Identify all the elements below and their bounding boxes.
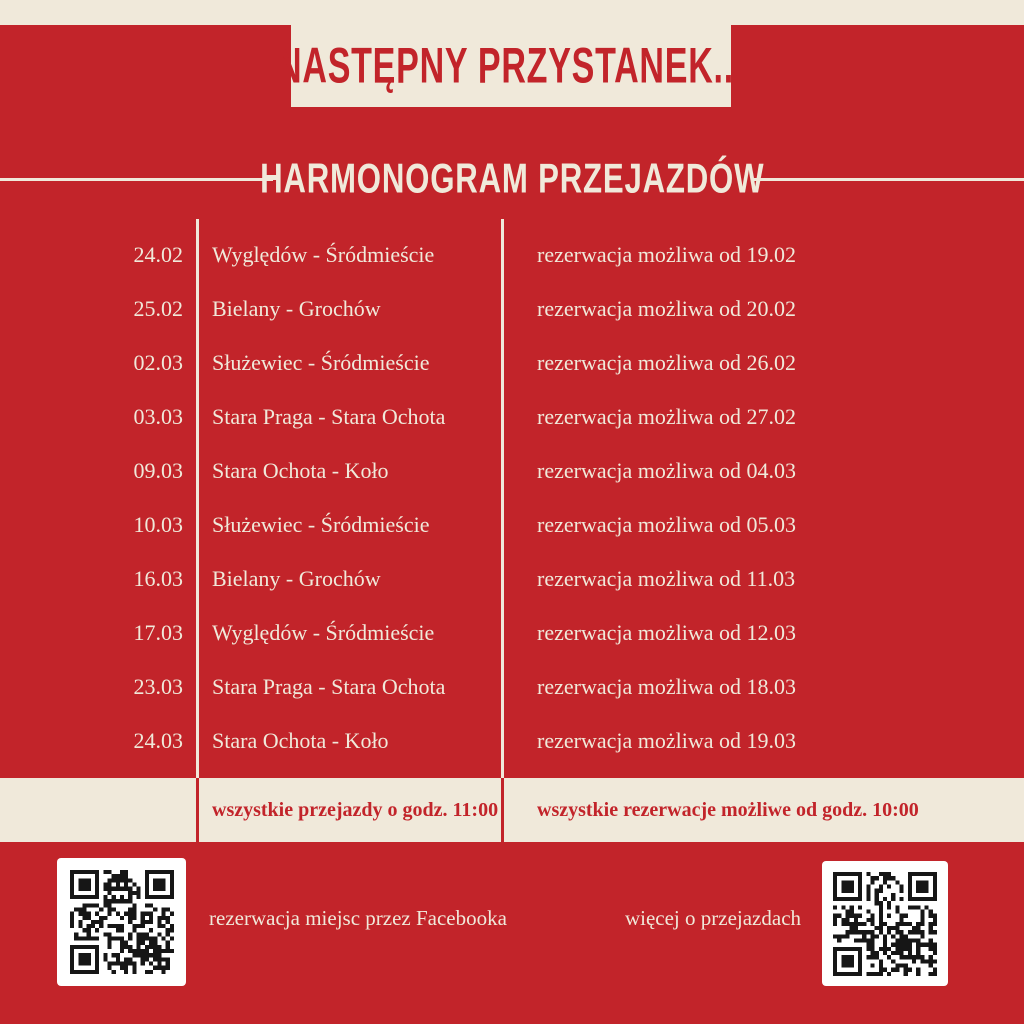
trip-date: 03.03 [133, 404, 183, 429]
trip-route: Stara Ochota - Koło [212, 728, 389, 753]
schedule-table [0, 228, 1024, 768]
trip-date: 09.03 [133, 458, 183, 483]
schedule-row [0, 390, 1024, 444]
band-divider-right [501, 778, 504, 842]
schedule-row [0, 444, 1024, 498]
schedule-row [0, 552, 1024, 606]
trip-route: Stara Praga - Stara Ochota [212, 404, 446, 429]
poster-title: NASTĘPNY PRZYSTANEK... [277, 36, 745, 93]
trip-date: 16.03 [133, 566, 183, 591]
trip-route: Służewiec - Śródmieście [212, 350, 430, 375]
footnote-band [0, 778, 1024, 842]
trip-reservation-info: rezerwacja możliwa od 19.02 [537, 242, 796, 267]
trip-date: 02.03 [133, 350, 183, 375]
trip-route: Wyględów - Śródmieście [212, 242, 435, 267]
schedule-heading [0, 155, 1024, 203]
qr-code-more-info-icon [822, 861, 948, 986]
schedule-row [0, 228, 1024, 282]
schedule-row [0, 282, 1024, 336]
trip-reservation-info: rezerwacja możliwa od 20.02 [537, 296, 796, 321]
trip-route: Służewiec - Śródmieście [212, 512, 430, 537]
trip-reservation-info: rezerwacja możliwa od 05.03 [537, 512, 796, 537]
trip-route: Stara Praga - Stara Ochota [212, 674, 446, 699]
trip-reservation-info: rezerwacja możliwa od 19.03 [537, 728, 796, 753]
qr-code-facebook-icon [57, 858, 186, 986]
trip-reservation-info: rezerwacja możliwa od 04.03 [537, 458, 796, 483]
trip-route: Wyględów - Śródmieście [212, 620, 435, 645]
schedule-row [0, 660, 1024, 714]
trip-date: 24.02 [133, 242, 183, 267]
trip-date: 17.03 [133, 620, 183, 645]
band-divider-left [196, 778, 199, 842]
trip-reservation-info: rezerwacja możliwa od 26.02 [537, 350, 796, 375]
trip-route: Bielany - Grochów [212, 566, 381, 591]
trip-reservation-info: rezerwacja możliwa od 27.02 [537, 404, 796, 429]
trip-reservation-info: rezerwacja możliwa od 11.03 [537, 566, 796, 591]
schedule-row [0, 336, 1024, 390]
trip-date: 25.02 [133, 296, 183, 321]
trip-reservation-info: rezerwacja możliwa od 12.03 [537, 620, 796, 645]
title-banner [277, 0, 745, 107]
qr-label-more-info: więcej o przejazdach [624, 906, 802, 930]
trip-date: 10.03 [133, 512, 183, 537]
footnote-departure-time: wszystkie przejazdy o godz. 11:00 [212, 799, 499, 821]
schedule-row [0, 606, 1024, 660]
trip-date: 24.03 [133, 728, 183, 753]
trip-route: Stara Ochota - Koło [212, 458, 389, 483]
trip-route: Bielany - Grochów [212, 296, 381, 321]
schedule-row [0, 498, 1024, 552]
schedule-row [0, 714, 1024, 768]
trip-reservation-info: rezerwacja możliwa od 18.03 [537, 674, 796, 699]
trip-date: 23.03 [133, 674, 183, 699]
footnote-reservation-time: wszystkie rezerwacje możliwe od godz. 10:00 [537, 799, 919, 821]
schedule-heading-text: HARMONOGRAM PRZEJAZDÓW [259, 155, 765, 203]
qr-label-facebook: rezerwacja miejsc przez Facebooka [209, 906, 507, 930]
